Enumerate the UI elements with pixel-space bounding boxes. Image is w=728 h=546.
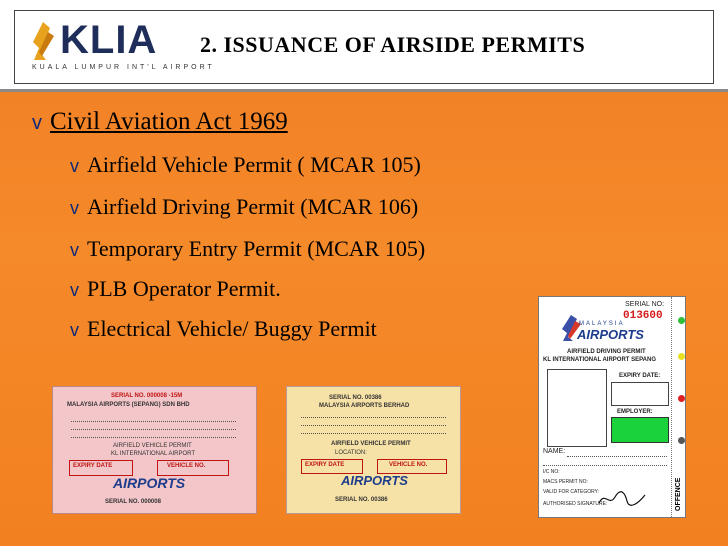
vehicle-permit-pink [52,386,257,514]
yellow-company: MALAYSIA AIRPORTS BERHAD [319,403,410,409]
signature-icon [597,489,647,509]
pink-expiry: EXPIRY DATE [73,463,113,469]
driving-offence-label: OFFENCE [675,477,682,511]
driving-name-label: NAME: [543,448,566,455]
yellow-bottom-serial: SERIAL NO. 00386 [335,497,388,503]
bullet-marker-icon: v [70,320,79,340]
bullet-item-text: Airfield Vehicle Permit ( MCAR 105) [87,152,421,177]
bullet-item-text: Temporary Entry Permit (MCAR 105) [87,236,426,261]
bullet-main-text: Civil Aviation Act 1969 [50,108,288,135]
driving-airports-logo: AIRPORTS [577,327,644,342]
driving-pass-label: MACS PERMIT NO: [543,479,588,485]
bullet-main [32,108,288,136]
pink-vehicle: VEHICLE NO. [167,463,206,469]
status-dot-yellow-icon [678,353,685,360]
driving-permit [538,296,686,518]
klia-logo [30,18,215,74]
bullet-marker-icon: v [70,280,79,300]
bullet-marker-icon: v [70,156,79,176]
pink-bottom-serial: SERIAL NO. 000008 [105,499,161,505]
yellow-line [301,425,446,426]
pink-line [71,437,236,438]
yellow-line [301,433,446,434]
bullet-item-text: PLB Operator Permit. [87,276,281,301]
yellow-serial: SERIAL NO. 00386 [329,395,382,401]
bullet-item [70,194,418,220]
perforation-line [671,297,672,517]
name-line-2 [543,465,667,466]
yellow-expiry: EXPIRY DATE [305,462,345,468]
driving-ic-label: I/C NO: [543,469,560,475]
driving-category-label: VALID FOR CATEGORY: [543,489,600,495]
driving-employer-label: EMPLOYER: [617,409,653,415]
driving-signature-label: AUTHORISED SIGNATURE: [543,501,608,507]
vehicle-permit-yellow [286,386,461,514]
employer-green-box [611,417,669,443]
driving-serial-value: 013600 [623,310,663,322]
yellow-vehicle: VEHICLE NO. [389,462,428,468]
yellow-airports-logo: AIRPORTS [341,473,408,488]
status-dot-red-icon [678,395,685,402]
expiry-box [611,382,669,406]
bullet-item [70,276,281,302]
bullet-item [70,316,377,342]
bullet-item-text: Airfield Driving Permit (MCAR 106) [87,194,419,219]
bullet-item [70,236,425,262]
yellow-line [301,417,446,418]
status-dot-grey-icon [678,437,685,444]
pink-line [71,421,236,422]
yellow-permit-title: AIRFIELD VEHICLE PERMIT [331,441,411,447]
status-dot-green-icon [678,317,685,324]
pink-permit-title: AIRFIELD VEHICLE PERMIT [113,443,192,449]
bullet-marker-icon: v [70,240,79,260]
bullet-marker-icon: v [70,198,79,218]
page-title: 2. ISSUANCE OF AIRSIDE PERMITS [200,32,586,57]
driving-permit-title: AIRFIELD DRIVING PERMIT [567,349,646,355]
yellow-location: LOCATION: [335,450,367,456]
pink-company: MALAYSIA AIRPORTS (SEPANG) SDN BHD [67,402,190,408]
logo-subtext: KUALA LUMPUR INT'L AIRPORT [32,64,215,71]
driving-expiry-label: EXPIRY DATE: [619,373,661,379]
photo-box [547,369,607,447]
driving-serial-label: SERIAL NO: [625,301,665,308]
pink-airport: KL INTERNATIONAL AIRPORT [111,451,196,457]
klia-logo-mark-icon [30,22,56,60]
pink-line [71,429,236,430]
driving-logo-top: MALAYSIA [579,321,625,327]
bullet-item-text: Electrical Vehicle/ Buggy Permit [87,316,377,341]
logo-text: KLIA [60,18,158,62]
bullet-marker-icon: v [32,112,42,134]
name-line [567,456,667,457]
driving-permit-subtitle: KL INTERNATIONAL AIRPORT SEPANG [543,357,657,363]
pink-serial: SERIAL NO. 000008 -15M [111,393,183,399]
pink-airports-logo: AIRPORTS [113,475,186,491]
header-bar [0,0,728,92]
bullet-item [70,152,421,178]
